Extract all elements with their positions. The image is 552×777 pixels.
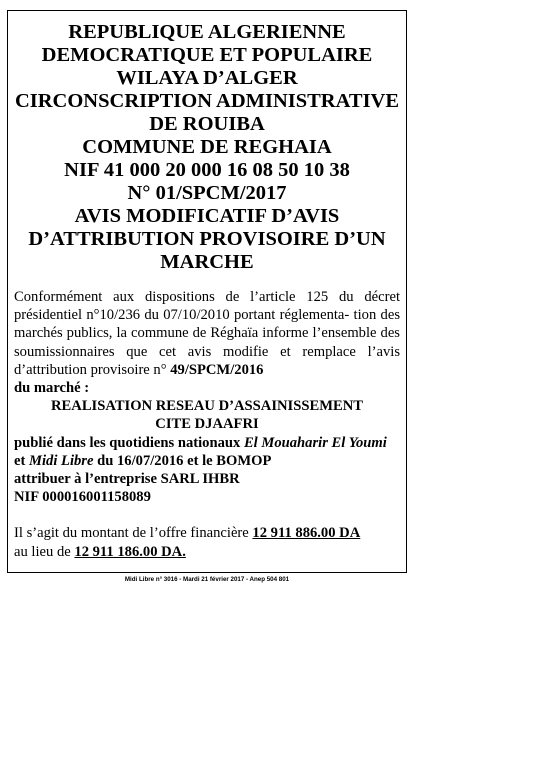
header-line-6: COMMUNE DE REGHAIA <box>82 136 332 158</box>
avis-reference: 49/SPCM/2016 <box>170 361 264 378</box>
attribution-line: attribuer à l’entreprise SARL IHBR <box>14 471 240 488</box>
publication-footer: Midi Libre n° 3016 - Mardi 21 février 2017 - Anep 504 801 <box>124 576 290 583</box>
intro-text: Conformément aux dispositions de l’article 125 du décret présidentiel n°10/236 du 07/10/2010 portant réglementa- tion des marchés publics, la commune de Réghaïa informe l’ensemble des soumissionnaires que cet avis modifie et remplace l’avis d’attribution provisoire n° <box>14 289 400 378</box>
header-line-9: AVIS MODIFICATIF D’AVIS <box>74 205 340 227</box>
header-line-7: NIF 41 000 20 000 16 08 50 10 38 <box>64 159 350 181</box>
publication-text-2: du 16/07/2016 et le BOMOP <box>93 452 272 469</box>
header-line-1: REPUBLIQUE ALGERIENNE <box>68 21 346 43</box>
intro-paragraph <box>14 288 400 379</box>
spacer <box>14 506 400 524</box>
project-title-line-2: CITE DJAAFRI <box>155 416 259 433</box>
header-line-2: DEMOCRATIQUE ET POPULAIRE <box>41 44 373 66</box>
amount-prefix: Il s’agit du montant de l’offre financière <box>14 525 253 542</box>
project-title-line-1: REALISATION RESEAU D’ASSAINISSEMENT <box>51 398 363 415</box>
notice-header <box>8 21 406 274</box>
header-line-11: MARCHE <box>160 251 254 273</box>
header-line-8: N° 01/SPCM/2017 <box>127 182 287 204</box>
nif-line: NIF 000016001158089 <box>14 489 151 506</box>
header-line-4: CIRCONSCRIPTION ADMINISTRATIVE <box>14 90 400 112</box>
newspaper-1: El Mouaharir El Youmi <box>243 434 387 451</box>
publication-paragraph <box>14 434 400 470</box>
old-amount: 12 911 186.00 DA. <box>74 543 186 560</box>
header-line-5: DE ROUIBA <box>149 113 265 135</box>
publication-and: et <box>14 452 29 469</box>
newspaper-2: Midi Libre <box>29 452 94 469</box>
notice-body <box>14 288 400 561</box>
new-amount: 12 911 886.00 DA <box>252 525 361 542</box>
du-marche-label: du marché : <box>14 380 90 397</box>
publication-text-1: publié dans les quotidiens nationaux <box>14 434 244 451</box>
header-line-10: D’ATTRIBUTION PROVISOIRE D’UN <box>28 228 386 250</box>
amount-paragraph <box>14 524 400 560</box>
header-line-3: WILAYA D’ALGER <box>116 67 298 89</box>
legal-notice <box>7 10 407 573</box>
instead-prefix: au lieu de <box>14 543 75 560</box>
